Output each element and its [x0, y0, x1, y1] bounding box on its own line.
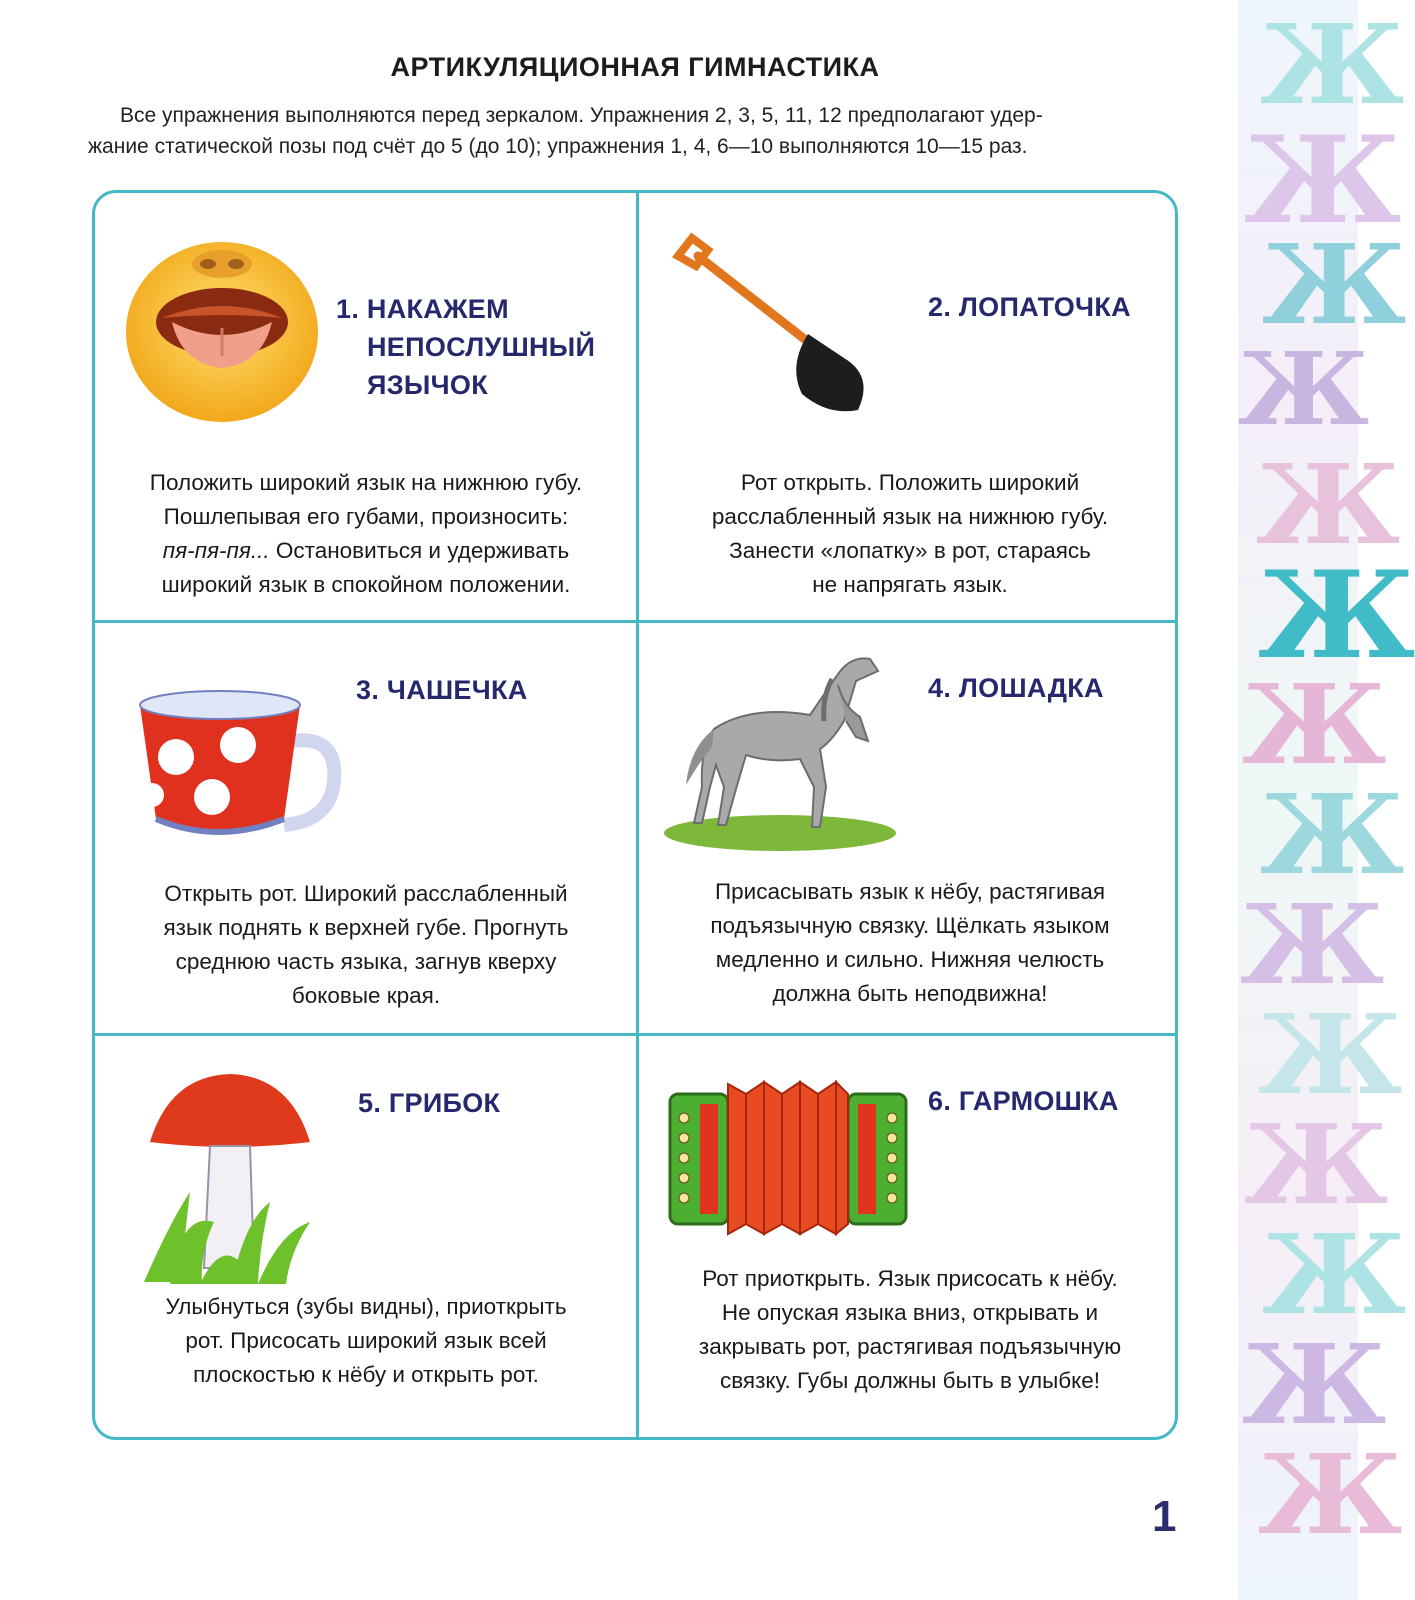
exercise-card-5 — [96, 1038, 636, 1452]
exercise-6-title-line: 6. ГАРМОШКА — [928, 1086, 1119, 1116]
page-number: 1 — [1152, 1492, 1177, 1541]
exercise-5-title-line: 5. ГРИБОК — [358, 1088, 501, 1118]
exercise-4-description — [640, 875, 1180, 1011]
description-line: Не опуская языка вниз, открывать и — [721, 1300, 1099, 1325]
description-line: Улыбнуться (зубы видны), приоткрыть — [165, 1294, 567, 1319]
description-line: боковые края. — [291, 983, 441, 1008]
strip-letter: Ж — [1260, 770, 1405, 899]
exercise-4-title — [928, 669, 1104, 707]
mushroom-icon — [140, 1072, 320, 1292]
strip-letter: Ж — [1258, 545, 1415, 686]
exercise-4-title-line: 4. ЛОШАДКА — [928, 673, 1104, 703]
exercise-1-title — [336, 290, 595, 404]
intro-text — [88, 100, 1188, 162]
description-line — [96, 534, 636, 568]
exercise-3-title — [356, 671, 528, 709]
strip-letter: Ж — [1244, 1100, 1389, 1229]
grid-divider-row1 — [92, 620, 1178, 623]
exercise-3-description — [96, 877, 636, 1013]
strip-letter: Ж — [1258, 990, 1403, 1119]
exercise-5-description — [96, 1290, 636, 1392]
accordion-icon — [668, 1074, 908, 1244]
description-line: расслабленный язык на нижнюю губу. — [711, 504, 1109, 529]
exercise-3-title-line: 3. ЧАШЕЧКА — [356, 675, 528, 705]
description-italic: пя-пя-пя... — [162, 538, 270, 563]
exercise-card-2 — [640, 200, 1180, 614]
strip-letter: Ж — [1258, 1430, 1403, 1559]
description-line: Положить широкий язык на нижнюю губу. — [149, 470, 583, 495]
description-line: закрывать рот, растягивая подъязычную — [698, 1334, 1122, 1359]
page-title: АРТИКУЛЯЦИОННАЯ ГИМНАСТИКА — [390, 52, 880, 82]
intro-line-2: жание статической позы под счёт до 5 (до 10); упражнения 1, 4, 6—10 выполняются 10—15 раз. — [88, 135, 1028, 158]
mouth-tongue-icon — [122, 236, 322, 426]
strip-letter: Ж — [1244, 110, 1402, 251]
strip-letter: Ж — [1262, 220, 1407, 349]
exercise-card-1 — [96, 200, 636, 614]
exercise-1-title-line: 1. НАКАЖЕМ — [336, 294, 509, 324]
description-line: не напрягать язык. — [812, 572, 1008, 597]
description-line: широкий язык в спокойном положении. — [161, 572, 571, 597]
description-line: Открыть рот. Широкий расслабленный — [164, 881, 568, 906]
exercise-6-title — [928, 1082, 1119, 1120]
description-line: должна быть неподвижна! — [772, 981, 1048, 1006]
description-line: связку. Губы должны быть в улыбке! — [719, 1368, 1101, 1393]
strip-letter: Ж — [1262, 1210, 1407, 1339]
cup-icon — [134, 685, 344, 855]
exercise-card-4 — [640, 625, 1180, 1039]
description-line: язык поднять к верхней губе. Прогнуть — [163, 915, 569, 940]
exercise-2-description — [640, 466, 1180, 602]
exercise-card-3 — [96, 625, 636, 1039]
exercise-6-description — [640, 1262, 1180, 1398]
description-line: Рот приоткрыть. Язык присосать к нёбу. — [702, 1266, 1118, 1291]
description-line: медленно и сильно. Нижняя челюсть — [715, 947, 1105, 972]
description-line: Присасывать язык к нёбу, растягивая — [714, 879, 1106, 904]
exercise-1-description — [96, 466, 636, 602]
decorative-letter-strip — [1238, 0, 1415, 1600]
exercise-card-6 — [640, 1038, 1180, 1452]
description-line: Рот открыть. Положить широкий — [740, 470, 1080, 495]
strip-letter: Ж — [1242, 1320, 1387, 1449]
description-line: подъязычную связку. Щёлкать языком — [710, 913, 1110, 938]
grid-divider-vertical — [636, 190, 639, 1440]
intro-line-1: Все упражнения выполняются перед зеркалом. Упражнения 2, 3, 5, 11, 12 предполагают удер- — [120, 104, 1043, 127]
exercise-2-title-line: 2. ЛОПАТОЧКА — [928, 292, 1131, 322]
strip-letter: Ж — [1240, 880, 1385, 1009]
exercise-1-title-line: ЯЗЫЧОК — [367, 370, 489, 400]
strip-letter: Ж — [1260, 0, 1405, 129]
strip-letter: Ж — [1256, 440, 1401, 569]
description-line: плоскостью к нёбу и открыть рот. — [193, 1362, 539, 1387]
strip-letter: Ж — [1242, 660, 1387, 789]
description-line: Занести «лопатку» в рот, стараясь — [729, 538, 1091, 563]
description-line: среднюю часть языка, загнув кверху — [175, 949, 557, 974]
horse-icon — [660, 637, 900, 857]
shovel-icon — [668, 226, 898, 426]
exercise-5-title — [358, 1084, 500, 1122]
exercise-2-title — [928, 288, 1131, 326]
description-line: Пошлепывая его губами, произносить: — [163, 504, 569, 529]
description-fragment: Остановиться и удерживать — [269, 538, 570, 563]
exercise-1-title-line: НЕПОСЛУШНЫЙ — [367, 332, 596, 362]
strip-letter: Ж — [1238, 330, 1370, 448]
description-line: рот. Присосать широкий язык всей — [185, 1328, 547, 1353]
